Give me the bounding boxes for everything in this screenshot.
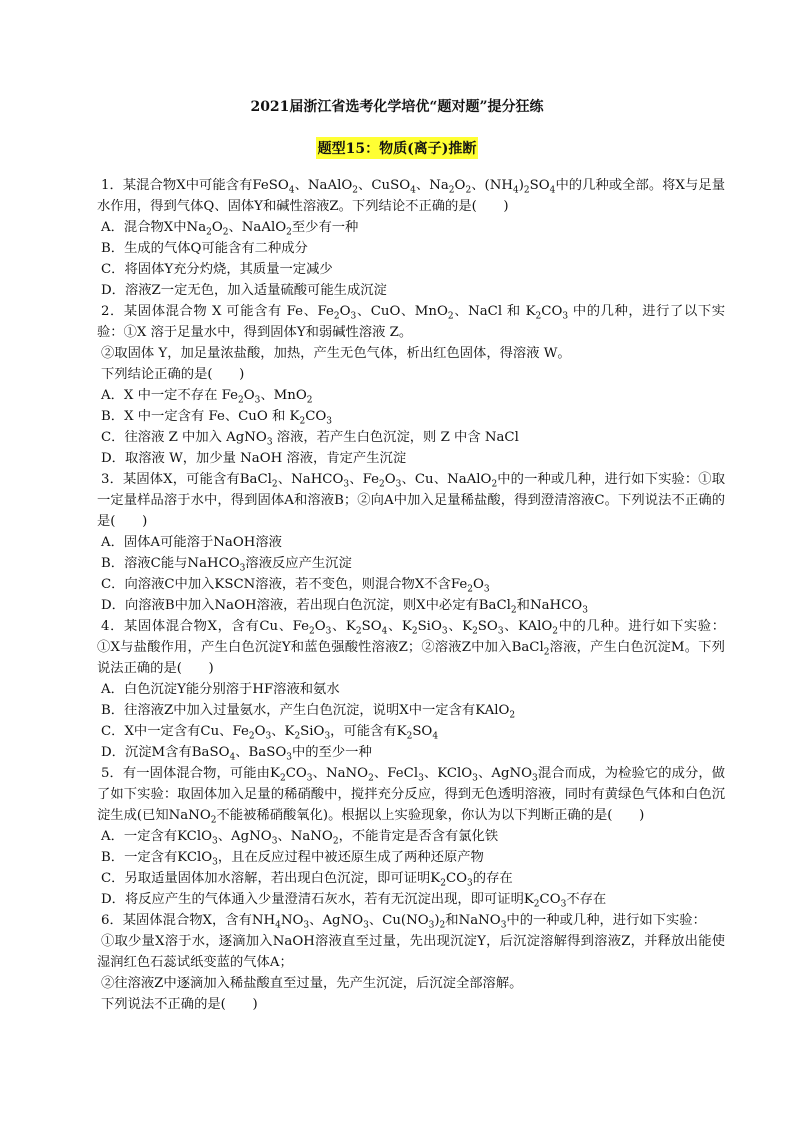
- question-block: [97, 301, 725, 469]
- answer-option: C．将固体Y充分灼烧，其质量一定减少: [101, 262, 333, 277]
- answer-option: A．白色沉淀Y能分别溶于HF溶液和氨水: [101, 682, 340, 697]
- answer-option: C．另取适量固体加水溶解，若出现白色沉淀，即可证明$K_2CO_3$的存在: [101, 871, 513, 889]
- answer-option: B．一定含有KClO$_3$，且在反应过程中被还原生成了两种还原产物: [101, 850, 484, 868]
- answer-option: B．X 中一定含有 Fe、CuO 和 $K_2CO_3$: [101, 409, 333, 427]
- answer-option: B．溶液C能与NaHCO$_3$溶液反应产生沉淀: [101, 556, 352, 574]
- question-stem: 1．某混合物X中可能含有FeSO$_4$、NaAlO$_2$、CuSO$_4$、$Na_2O_2$、$(NH_4)_2SO_4$中的几种或全部。将X与足量水作用，得到气体Q、固体Y和碱性溶液Z。下列结论不正确的是( ): [97, 178, 726, 214]
- answer-option: D．沉淀M含有BaSO$_4$、BaSO$_3$中的至少一种: [101, 745, 372, 763]
- answer-option: A．混合物X中$Na_2O_2$、NaAlO$_2$至少有一种: [101, 220, 359, 238]
- question-stem: 3．某固体X，可能含有BaCl$_2$、NaHCO$_3$、$Fe_2O_3$、Cu、NaAlO$_2$中的一种或几种，进行如下实验：①取一定量样品溶于水中，得到固体A和溶液B；②向A中加入足量稀盐酸，得到澄清溶液C。下列说法不正确的是( ): [97, 472, 726, 529]
- question-stem: 2．某固体混合物 X 可能含有 Fe、$Fe_2O_3$、CuO、MnO$_2$、NaCl 和 $K_2CO_3$ 中的几种，进行了以下实验：①X 溶于足量水中，得到固体Y和弱碱性溶液 Z。: [97, 304, 726, 340]
- question-list: [97, 175, 725, 1015]
- type-title-row: [0, 137, 794, 159]
- question-extra-line: ②取固体 Y，加足量浓盐酸，加热，产生无色气体，析出红色固体，得溶液 W。: [101, 346, 571, 361]
- question-extra-line: 下列结论正确的是( ): [101, 367, 245, 382]
- question-stem: 4．某固体混合物X，含有Cu、$Fe_2O_3$、$K_2SO_4$、$K_2SiO_3$、$K_2SO_3$、KAlO$_2$中的几种。进行如下实验：①X与盐酸作用，产生白色沉淀Y和蓝色强酸性溶液Z；②溶液Z中加入BaCl$_2$溶液，产生白色沉淀M。下列说法正确的是( ): [97, 619, 726, 676]
- answer-option: A．一定含有KClO$_3$、AgNO$_3$、NaNO$_2$，不能肯定是否含有氯化铁: [101, 829, 499, 847]
- question-extra-line: 下列说法不正确的是( ): [101, 997, 258, 1012]
- question-extra-line: ①取少量X溶于水，逐滴加入NaOH溶液直至过量，先出现沉淀Y，后沉淀溶解得到溶液Z，并释放出能使湿润红色石蕊试纸变蓝的气体A；: [97, 934, 725, 970]
- answer-option: D．将反应产生的气体通入少量澄清石灰水，若有无沉淀出现，即可证明$K_2CO_3$不存在: [101, 892, 607, 910]
- question-block: [97, 910, 725, 1015]
- question-stem: 5．有一固体混合物，可能由$K_2CO_3$、NaNO$_2$、FeCl$_3$、KClO$_3$、AgNO$_3$混合而成，为检验它的成分，做了如下实验：取固体加入足量的稀硝酸中，搅拌充分反应，得到无色透明溶液，同时有黄绿色气体和白色沉淀生成(已知NaNO$_2$不能被稀硝酸氧化)。根据以上实验现象，你认为以下判断正确的是( ): [97, 766, 725, 826]
- question-block: [97, 175, 725, 301]
- question-block: [97, 616, 725, 763]
- question-block: [97, 469, 725, 616]
- answer-option: A．固体A可能溶于NaOH溶液: [101, 535, 282, 550]
- answer-option: C．往溶液 Z 中加入 AgNO$_3$ 溶液，若产生白色沉淀，则 Z 中含 NaCl: [101, 430, 519, 448]
- answer-option: A．X 中一定不存在 $Fe_2O_3$、MnO$_2$: [101, 388, 313, 406]
- question-stem: 6．某固体混合物X，含有$NH_4NO_3$、AgNO$_3$、$Cu(NO_3)_2$和NaNO$_3$中的一种或几种，进行如下实验：: [101, 913, 706, 931]
- answer-option: B．生成的气体Q可能含有二种成分: [101, 241, 308, 256]
- answer-option: B．往溶液Z中加入过量氨水，产生白色沉淀，说明X中一定含有KAlO$_2$: [101, 703, 516, 721]
- answer-option: D．取溶液 W，加少量 NaOH 溶液，肯定产生沉淀: [101, 451, 407, 466]
- type-title-highlight: 题型15：物质(离子)推断: [316, 137, 479, 159]
- document-title: 2021届浙江省选考化学培优“题对题”提分狂练: [250, 99, 544, 115]
- answer-option: D．溶液Z一定无色，加入适量硫酸可能生成沉淀: [101, 283, 387, 298]
- question-extra-line: ②往溶液Z中逐滴加入稀盐酸直至过量，先产生沉淀，后沉淀全部溶解。: [101, 976, 523, 991]
- question-block: [97, 763, 725, 910]
- answer-option: C．X中一定含有Cu、$Fe_2O_3$、$K_2SiO_3$，可能含有$K_2SO_4$: [101, 724, 439, 742]
- answer-option: C．向溶液C中加入KSCN溶液，若不变色，则混合物X不含$Fe_2O_3$: [101, 577, 490, 595]
- answer-option: D．向溶液B中加入NaOH溶液，若出现白色沉淀，则X中必定有BaCl$_2$和NaHCO$_3$: [101, 598, 588, 616]
